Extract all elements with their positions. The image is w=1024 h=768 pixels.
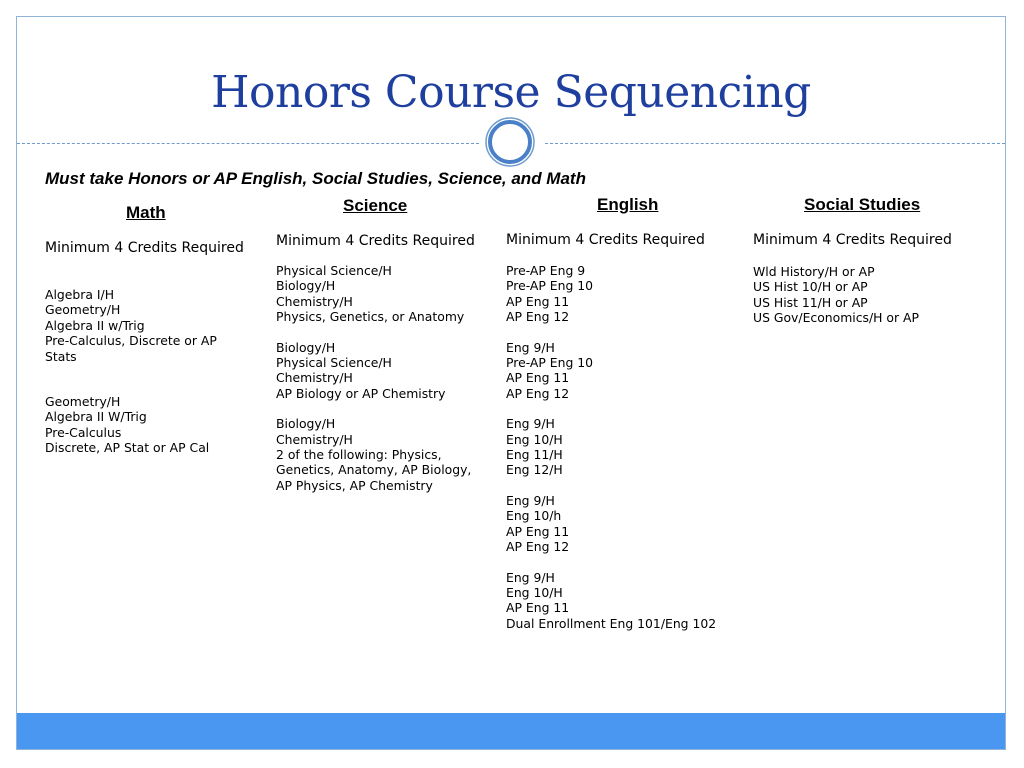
list-item: Algebra II w/Trig bbox=[45, 317, 145, 333]
list-item: Eng 10/h bbox=[506, 508, 562, 524]
english-sequence-5 bbox=[506, 570, 736, 632]
list-item: Stats bbox=[45, 348, 77, 364]
slide bbox=[16, 16, 1006, 750]
list-item: Physics, Genetics, or Anatomy bbox=[276, 309, 465, 325]
list-item: Pre-Calculus, Discrete or AP bbox=[45, 333, 217, 349]
divider-left bbox=[17, 143, 479, 144]
list-item: AP Eng 12 bbox=[506, 539, 570, 555]
list-item: AP Eng 11 bbox=[506, 600, 570, 616]
circle-ornament-icon bbox=[485, 117, 535, 167]
list-item: Algebra I/H bbox=[45, 287, 115, 302]
list-item: Pre-Calculus bbox=[45, 424, 122, 440]
list-item: Pre-AP Eng 9 bbox=[506, 263, 586, 278]
list-item: US Gov/Economics/H or AP bbox=[753, 310, 919, 326]
list-item: Physical Science/H bbox=[276, 263, 392, 278]
list-item: Eng 9/H bbox=[506, 492, 555, 508]
science-column bbox=[276, 232, 506, 493]
math-sequence-1 bbox=[45, 287, 275, 364]
list-item: Algebra II W/Trig bbox=[45, 409, 147, 425]
list-item: Chemistry/H bbox=[276, 370, 353, 386]
science-sequence-1 bbox=[276, 263, 506, 325]
list-item: AP Physics, AP Chemistry bbox=[276, 477, 433, 493]
social-studies-heading: Social Studies bbox=[804, 195, 921, 214]
social-studies-column bbox=[753, 231, 983, 326]
science-requirement: Minimum 4 Credits Required bbox=[276, 233, 475, 249]
list-item: AP Eng 12 bbox=[506, 385, 570, 401]
list-item: Geometry/H bbox=[45, 394, 121, 410]
english-sequence-4 bbox=[506, 493, 736, 555]
english-sequence-3 bbox=[506, 416, 736, 478]
list-item: Genetics, Anatomy, AP Biology, bbox=[276, 462, 472, 478]
list-item: Eng 9/H bbox=[506, 416, 555, 432]
list-item: AP Biology or AP Chemistry bbox=[276, 385, 446, 401]
list-item: AP Eng 12 bbox=[506, 309, 570, 325]
math-requirement: Minimum 4 Credits Required bbox=[45, 240, 244, 256]
list-item: Eng 10/H bbox=[506, 431, 563, 447]
list-item: Geometry/H bbox=[45, 302, 121, 318]
list-item: Eng 9/H bbox=[506, 339, 555, 355]
page-title: Honors Course Sequencing bbox=[211, 67, 811, 118]
list-item: Dual Enrollment Eng 101/Eng 102 bbox=[506, 615, 717, 631]
list-item: Physical Science/H bbox=[276, 355, 392, 371]
list-item: AP Eng 11 bbox=[506, 293, 570, 309]
list-item: Biology/H bbox=[276, 416, 336, 432]
english-sequence-2 bbox=[506, 340, 736, 402]
list-item: US Hist 11/H or AP bbox=[753, 294, 868, 310]
list-item: AP Eng 11 bbox=[506, 370, 570, 386]
science-sequence-3 bbox=[276, 416, 506, 493]
list-item: US Hist 10/H or AP bbox=[753, 279, 868, 295]
footer-bar bbox=[17, 713, 1005, 749]
english-heading: English bbox=[597, 195, 659, 214]
science-sequence-2 bbox=[276, 340, 506, 402]
list-item: Biology/H bbox=[276, 278, 336, 294]
english-sequence-1 bbox=[506, 263, 736, 325]
requirement-note: Must take Honors or AP English, Social Studies, Science, and Math bbox=[45, 169, 586, 188]
list-item: Eng 11/H bbox=[506, 447, 563, 463]
list-item: Pre-AP Eng 10 bbox=[506, 355, 594, 371]
english-column bbox=[506, 231, 736, 631]
list-item: AP Eng 11 bbox=[506, 523, 570, 539]
list-item: Discrete, AP Stat or AP Cal bbox=[45, 440, 210, 456]
math-heading: Math bbox=[126, 203, 166, 222]
list-item: Pre-AP Eng 10 bbox=[506, 278, 594, 294]
social-studies-sequence-1 bbox=[753, 264, 983, 326]
list-item: Eng 10/H bbox=[506, 584, 563, 600]
social-studies-requirement: Minimum 4 Credits Required bbox=[753, 232, 952, 248]
list-item: Chemistry/H bbox=[276, 431, 353, 447]
list-item: Biology/H bbox=[276, 339, 336, 355]
list-item: Eng 9/H bbox=[506, 569, 555, 585]
english-requirement: Minimum 4 Credits Required bbox=[506, 232, 705, 248]
math-column bbox=[45, 239, 275, 456]
list-item: Chemistry/H bbox=[276, 293, 353, 309]
science-heading: Science bbox=[343, 196, 408, 215]
math-sequence-2 bbox=[45, 394, 275, 456]
list-item: Eng 12/H bbox=[506, 462, 563, 478]
list-item: 2 of the following: Physics, bbox=[276, 447, 442, 463]
list-item: Wld History/H or AP bbox=[753, 264, 875, 279]
divider-right bbox=[545, 143, 1005, 144]
